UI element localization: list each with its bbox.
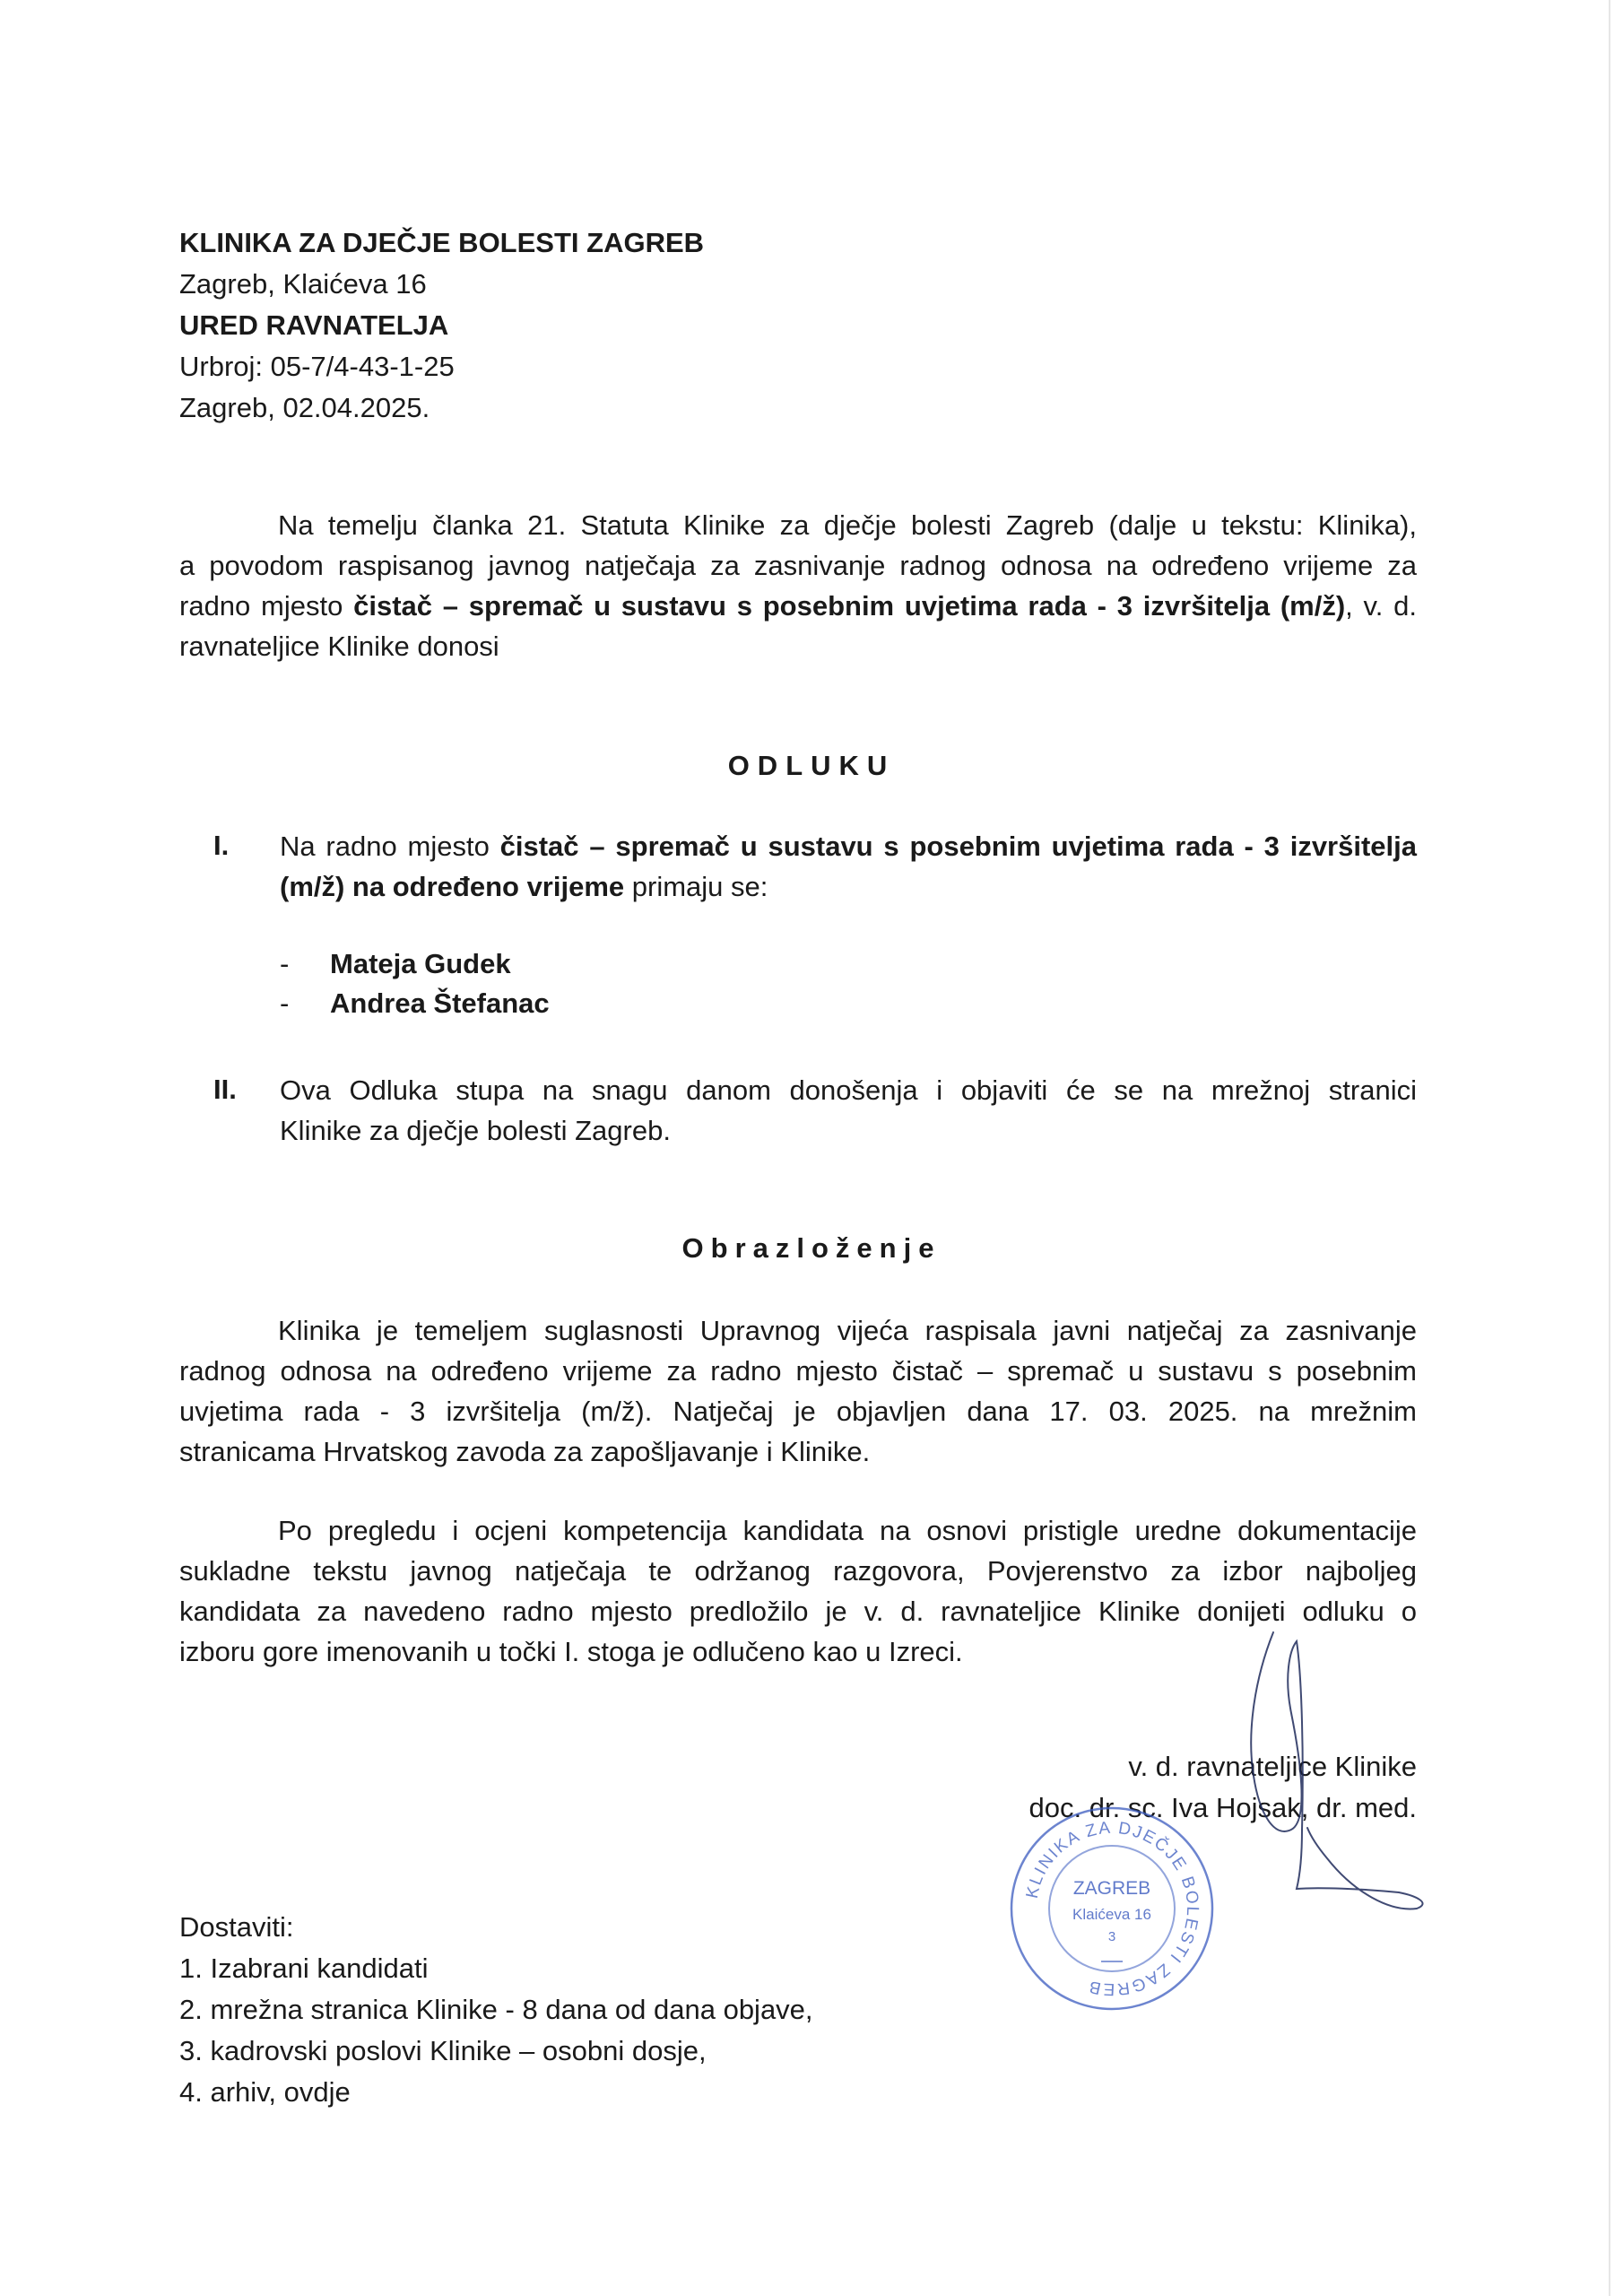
office-name: URED RAVNATELJA bbox=[179, 309, 449, 341]
stamp-ring-text: KLINIKA ZA DJEČJE BOLESTI ZAGREB bbox=[1022, 1818, 1202, 1999]
institution-address: Zagreb, Klaićeva 16 bbox=[179, 268, 427, 300]
item-i-text bbox=[280, 826, 1417, 907]
item-numeral: II. bbox=[213, 1074, 237, 1105]
candidate-row: - Andrea Štefanac bbox=[280, 987, 550, 1019]
item-line: Ova Odluka stupa na snagu danom donošenja i objaviti će se na mrežnoj stranici bbox=[280, 1074, 1417, 1106]
reference-number: Urbroj: 05-7/4-43-1-25 bbox=[179, 351, 455, 382]
institution-stamp bbox=[1008, 1805, 1216, 2013]
delivery-item: 2. mrežna stranica Klinike - 8 dana od dana objave, bbox=[179, 1994, 813, 2025]
handwritten-signature bbox=[1237, 1623, 1471, 1919]
position-title: čistač – spremač u sustavu s posebnim uvjetima rada - 3 izvršitelja (m/ž) bbox=[353, 590, 1346, 622]
item-ii-text bbox=[280, 1070, 1417, 1151]
item-numeral: I. bbox=[213, 830, 230, 861]
item-line: Klinike za dječje bolesti Zagreb. bbox=[280, 1115, 671, 1146]
delivery-item: 3. kadrovski poslovi Klinike – osobni dosje, bbox=[179, 2035, 707, 2066]
item-line: (m/ž) na određeno vrijeme primaju se: bbox=[280, 871, 768, 902]
delivery-title: Dostaviti: bbox=[179, 1911, 294, 1943]
document-date: Zagreb, 02.04.2025. bbox=[179, 392, 430, 423]
candidate-row: - Mateja Gudek bbox=[280, 948, 511, 979]
candidate-name: Andrea Štefanac bbox=[330, 987, 550, 1019]
reasoning-paragraph-2: Po pregledu i ocjeni kompetencija kandidata na osnovi pristigle uredne dokumentacije sukladne tekstu javnog natječaja te održanog razgovora, Povjerenstvo za izbor najboljeg kandidata za navedeno radno mjesto predložilo je v. d. ravnateljice Klinike donijeti odluku o izboru gore imenovanih u točki I. stoga je odlučeno kao u Izreci. bbox=[179, 1515, 1417, 1667]
reasoning-title: Obrazloženje bbox=[681, 1232, 942, 1264]
intro-line: radno mjesto čistač – spremač u sustavu s posebnim uvjetima rada - 3 izvršitelja (m/ž), v. d. bbox=[179, 590, 1417, 622]
item-line: Na radno mjesto čistač – spremač u sustavu s posebnim uvjetima rada - 3 izvršitelja bbox=[280, 831, 1418, 862]
delivery-item: 1. Izabrani kandidati bbox=[179, 1952, 429, 1984]
page-edge bbox=[1609, 0, 1610, 2296]
signatory-name: doc. dr. sc. Iva Hojsak, dr. med. bbox=[1028, 1792, 1417, 1823]
delivery-item: 4. arhiv, ovdje bbox=[179, 2076, 351, 2108]
intro-line: a povodom raspisanog javnog natječaja za zasnivanje radnog odnosa na određeno vrijeme za bbox=[179, 550, 1417, 581]
reasoning-paragraph-1: Klinika je temeljem suglasnosti Upravnog vijeća raspisala javni natječaj za zasnivanje radnog odnosa na određeno vrijeme za radno mjesto čistač – spremač u sustavu s posebnim uvjetima rada - 3 izvršitelja (m/ž). Natječaj je objavljen dana 17. 03. 2025. na mrežnim stranicama Hrvatskog zavoda za zapošljavanje i Klinike. bbox=[179, 1315, 1417, 1467]
intro-line: ravnateljice Klinike donosi bbox=[179, 631, 499, 662]
institution-name: KLINIKA ZA DJEČJE BOLESTI ZAGREB bbox=[179, 227, 705, 258]
stamp-street: Klaićeva 16 bbox=[1072, 1906, 1151, 1923]
candidate-name: Mateja Gudek bbox=[330, 948, 511, 979]
decision-title: ODLUKU bbox=[727, 750, 896, 781]
intro-paragraph bbox=[179, 505, 1417, 666]
stamp-city: ZAGREB bbox=[1072, 1878, 1151, 1899]
signatory-role: v. d. ravnateljice Klinike bbox=[1128, 1751, 1417, 1782]
intro-line: Na temelju članka 21. Statuta Klinike za dječje bolesti Zagreb (dalje u tekstu: Klinika), bbox=[278, 509, 1417, 541]
stamp-number: 3 bbox=[1107, 1929, 1116, 1944]
